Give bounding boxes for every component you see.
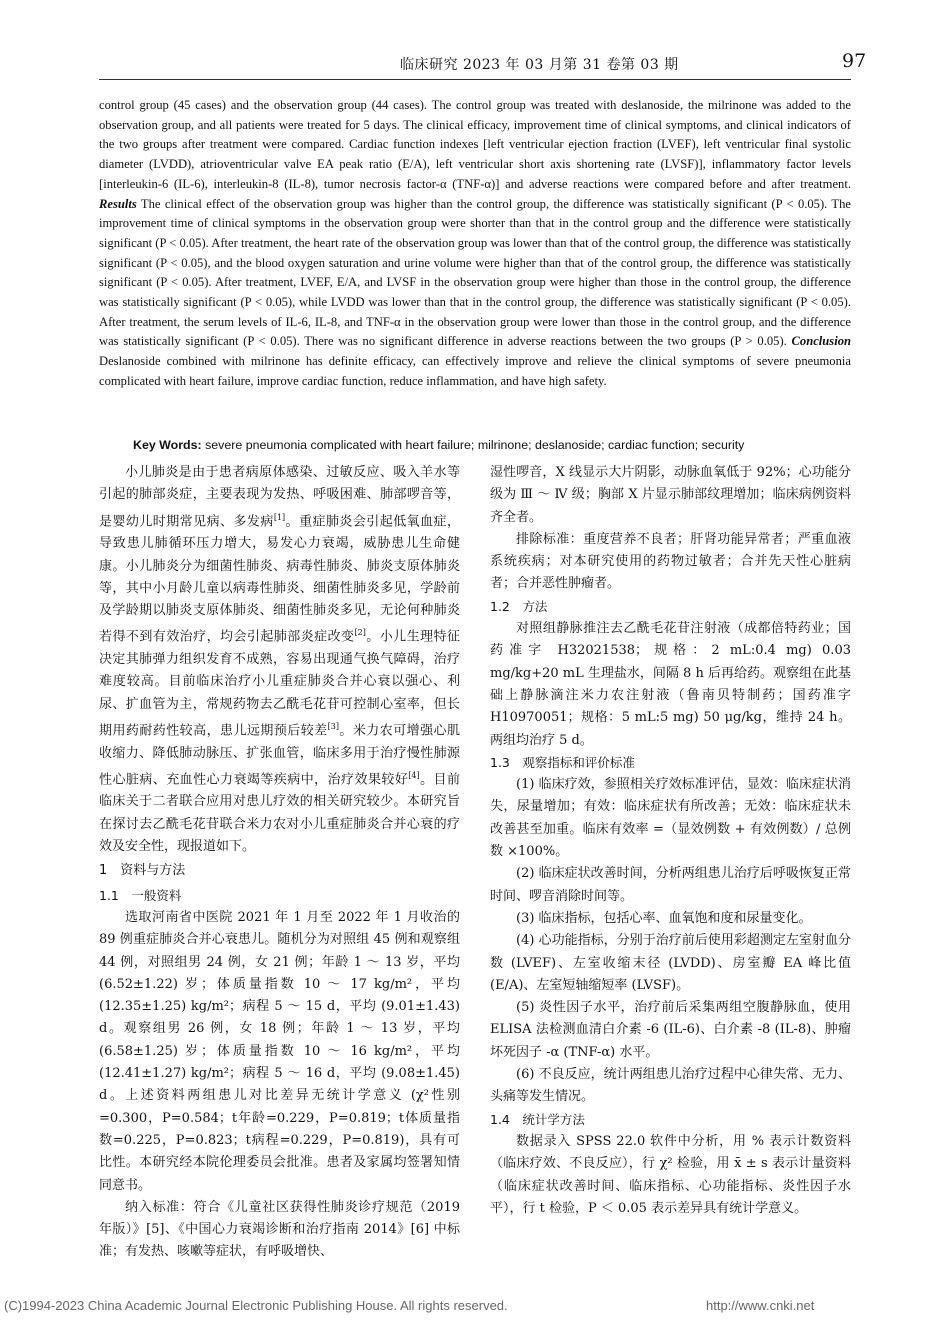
abstract-methods-sentence: control group (45 cases) and the observation group (44 cases). The control group was treated with deslanoside, the milrinone was added to the observation group, and all patients were treated for 5 days. The clinical efficacy, improvement time of clinical symptoms, and clinical indicators of the two groups after treatment were compared. Cardiac function indexes [left ventricular ejection fraction (LVEF), left ventricular final systolic diameter (LVDD), atrioventricular valve EA peak ratio (E/A), left ventricular short axis shortening rate (LVSF)], inflammatory factor levels [interleukin-6 (IL-6), interleukin-8 (IL-8), tumor necrosis factor-α (TNF-α)] and adverse reactions were compared before and after treatment. [99, 98, 851, 191]
section-heading-1-4: 1.4 统计学方法 [490, 1111, 585, 1127]
citation-4[interactable]: [4] [408, 770, 420, 780]
english-abstract [99, 96, 851, 392]
statistics-paragraph: 数据录入 SPSS 22.0 软件中分析，用 % 表示计数资料（临床疗效、不良反应），行 χ² 检验，用 x̄ ± s 表示计量资料（临床症状改善时间、临床指标、心功能指标、炎性因子水平），行 t 检验，P ＜ 0.05 表示差异具有统计学意义。 [490, 1133, 851, 1216]
keywords-text: severe pneumonia complicated with heart failure; milrinone; deslanoside; cardiac function; security [205, 438, 745, 452]
section-heading-1-2: 1.2 方法 [490, 598, 548, 614]
results-label: Results [99, 196, 137, 211]
keywords-label: Key Words: [133, 438, 202, 452]
cnki-link[interactable]: http://www.cnki.net [706, 1298, 815, 1313]
page-footer [0, 1296, 950, 1316]
section-heading-1-3: 1.3 观察指标和评价标准 [490, 754, 635, 770]
copyright-notice: (C)1994-2023 China Academic Journal Electronic Publishing House. All rights reserved. [4, 1298, 508, 1313]
intro-paragraph [99, 462, 460, 858]
observation-item-2: (2) 临床症状改善时间，分析两组患儿治疗后呼吸恢复正常时间、啰音消除时间等。 [490, 866, 851, 904]
section-heading-1-1: 1.1 一般资料 [99, 887, 182, 903]
intro-text-5: 。目前临床关于二者联合应用对患儿疗效的相关研究较少。本研究旨在探讨去乙酰毛花苷联合米力农对小儿重症肺炎合并心衰的疗效及安全性，现报道如下。 [99, 772, 460, 855]
intro-text-2: 。重症肺炎会引起低氧血症，导致患儿肺循环压力增大，易发心力衰竭，威胁患儿生命健康。小儿肺炎分为细菌性肺炎、病毒性肺炎、肺炎支原体肺炎等，其中小月龄儿童以病毒性肺炎、细菌性肺炎多见，学龄前及学龄期以肺炎支原体肺炎、细菌性肺炎多见，无论何种肺炎若得不到有效治疗，均会引起肺部炎症改变 [99, 513, 460, 645]
general-data-paragraph: 选取河南省中医院 2021 年 1 月至 2022 年 1 月收治的 89 例重症肺炎合并心衰患儿。随机分为对照组 45 例和观察组 44 例，对照组男 24 例，女 21 例；年龄 1 ～ 13 岁，平均 (6.52±1.22) 岁；体质量指数 10 ～ 17 kg/m²，平均 (12.35±1.25) kg/m²；病程 5 ～ 15 d，平均 (9.01±1.43) d。观察组男 26 例，女 18 例；年龄 1 ～ 13 岁，平均 (6.58±1.25) 岁；体质量指数 10 ～ 16 kg/m²，平均 (12.41±1.27) kg/m²；病程 5 ～ 16 d，平均 (9.08±1.45) d。上述资料两组患儿对比差异无统计学意义 (χ²性别=0.300，P=0.584；t年龄=0.229，P=0.819；t体质量指数=0.225，P=0.823；t病程=0.229，P=0.819)，具有可比性。本研究经本院伦理委员会批准。患者及家属均签署知情同意书。 [99, 909, 460, 1193]
section-heading-1: 1 资料与方法 [99, 863, 186, 879]
observation-item-5: (5) 炎性因子水平，治疗前后采集两组空腹静脉血，使用 ELISA 法检测血清白介素 -6 (IL-6)、白介素 -8 (IL-8)、肿瘤坏死因子 -α (TNF-α) 水平。 [490, 1000, 851, 1060]
abstract-results-text: The clinical effect of the observation group was higher than the control group, the difference was statistically significant (P < 0.05). The improvement time of clinical symptoms in the observation group were shorter than that in the control group and the difference were statistically significant (P < 0.05). After treatment, the heart rate of the observation group was lower than that of the control group, the difference was statistically significant (P < 0.05), and the blood oxygen saturation and urine volume were higher than that of the control group, the difference was statistically significant (P < 0.05). After treatment, LVEF, E/A, and LVSF in the observation group were higher than those in the control group, the difference was statistically significant (P < 0.05), while LVDD was lower than that in the control group, the difference was statistically significant (P < 0.05). After treatment, the serum levels of IL-6, IL-8, and TNF-α in the observation group were lower than those in the control group, and the difference was statistically significant (P < 0.05). There was no significant difference in adverse reactions between the two groups (P > 0.05). [99, 196, 852, 349]
page-number: 97 [842, 50, 867, 72]
conclusion-label: Conclusion [791, 334, 851, 349]
methods-paragraph: 对照组静脉推注去乙酰毛花苷注射液（成都倍特药业；国药准字 H32021538；规格：2 mL:0.4 mg) 0.03 mg/kg+20 mL 生理盐水，间隔 8 h 后再给药。观察组在此基础上静脉滴注米力农注射液（鲁南贝特制药；国药准字 H10970051；规格：5 mL:5 mg) 50 μg/kg，维持 24 h。两组均治疗 5 d。 [490, 621, 851, 748]
citation-1[interactable]: [1] [273, 512, 286, 522]
citation-2[interactable]: [2] [354, 628, 366, 638]
abstract-methods-text [99, 96, 851, 392]
right-column [490, 462, 851, 1220]
observation-item-3: (3) 临床指标，包括心率、血氧饱和度和尿量变化。 [516, 910, 812, 926]
intro-text-4: 。米力农可增强心肌收缩力、降低肺动脉压、扩张血管，临床多用于治疗慢性肺源性心脏病、充血性心力衰竭等疾病中，治疗效果较好 [99, 723, 460, 788]
intro-text-3: 。小儿生理特征决定其肺弹力组织发育不成熟，容易出现通气换气障碍，治疗难度较高。目前临床治疗小儿重症肺炎合并心衰以强心、利尿、扩血管为主，常规药物去乙酰毛花苷可控制心室率，但长期用药耐药性较高，患儿远期预后较差 [99, 629, 460, 739]
observation-item-6: (6) 不良反应，统计两组患儿治疗过程中心律失常、无力、头痛等发生情况。 [490, 1067, 851, 1105]
citation-3[interactable]: [3] [327, 721, 339, 731]
keywords [133, 438, 851, 452]
observation-item-4: (4) 心功能指标，分别于治疗前后使用彩超测定左室射血分数 (LVEF)、左室收缩末径 (LVDD)、房室瓣 EA 峰比值 (E/A)、左室短轴缩短率 (LVSF)。 [490, 933, 851, 993]
left-column [99, 462, 460, 1264]
observation-item-1: (1) 临床疗效，参照相关疗效标准评估，显效：临床症状消失，尿量增加；有效：临床症状有所改善；无效：临床症状未改善甚至加重。临床有效率 =（显效例数 + 有效例数）/ 总例数 ×100%。 [490, 777, 851, 860]
header-rule [99, 79, 851, 80]
abstract-conclusion-text: Deslanoside combined with milrinone has definite efficacy, can effectively improve and relieve the clinical symptoms of severe pneumonia complicated with heart failure, improve cardiac function, reduce inflammation, and have high safety. [99, 354, 851, 388]
intro-text-1: 小儿肺炎是由于患者病原体感染、过敏反应、吸入羊水等引起的肺部炎症，主要表现为发热、呼吸困难、肺部啰音等，是婴幼儿时期常见病、多发病 [99, 465, 460, 529]
inclusion-paragraph: 纳入标准：符合《儿童社区获得性肺炎诊疗规范（2019 年版）》[5]、《中国心力衰竭诊断和治疗指南 2014》[6] 中标准；有发热、咳嗽等症状，有呼吸增快、 [99, 1199, 460, 1260]
journal-title: 临床研究 2023 年 03 月第 31 卷第 03 期 [400, 57, 679, 73]
page-header [0, 48, 950, 78]
exclusion-paragraph: 排除标准：重度营养不良者；肝肾功能异常者；严重血液系统疾病；对本研究使用的药物过敏者；合并先天性心脏病者；合并恶性肿瘤者。 [490, 531, 851, 592]
inclusion-continued: 湿性啰音，X 线显示大片阴影，动脉血氧低于 92%；心功能分级为 Ⅲ ～ Ⅳ 级；胸部 X 片显示肺部纹理增加；临床病例资料齐全者。 [490, 465, 851, 525]
